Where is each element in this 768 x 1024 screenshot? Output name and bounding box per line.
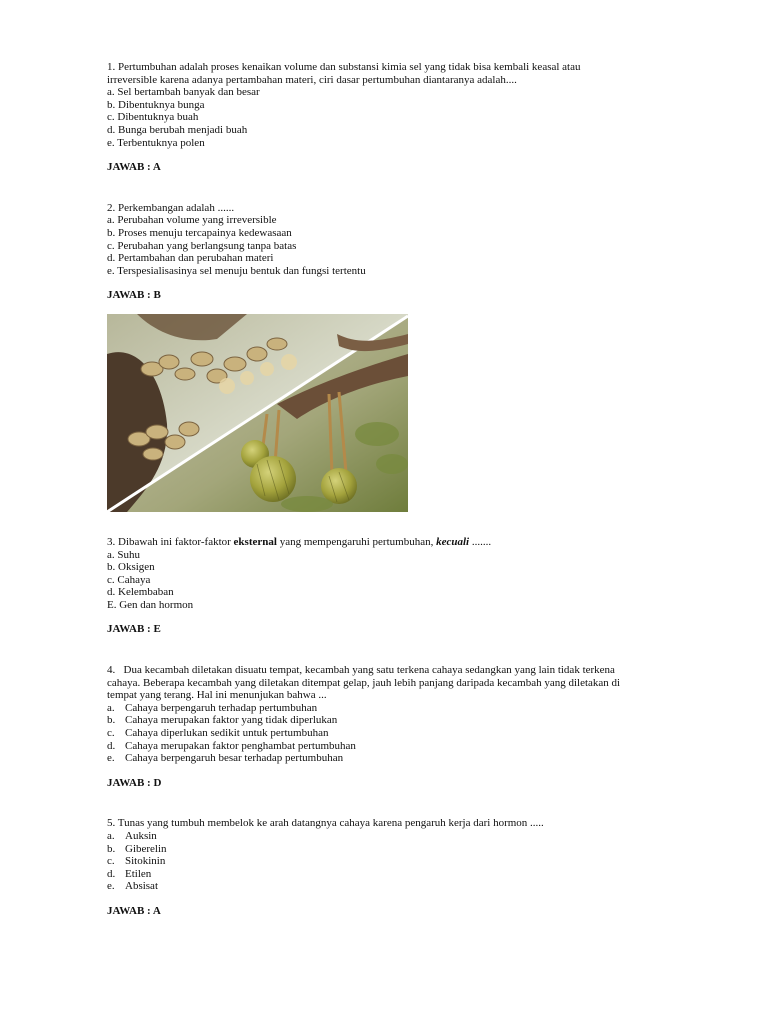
- question-1-answer: JAWAB : A: [107, 161, 161, 174]
- question-3-middle: yang mempengaruhi pertumbuhan,: [276, 535, 437, 548]
- question-1-option-d: d. Bunga berubah menjadi buah: [107, 123, 248, 136]
- question-2-option-e: e. Terspesialisasinya sel menuju bentuk dan fungsi tertentu: [107, 264, 366, 277]
- document-page: [107, 61, 707, 918]
- question-3: [107, 536, 707, 636]
- question-4: [107, 664, 707, 789]
- question-3-answer: JAWAB : E: [107, 623, 161, 636]
- question-4-line-1: 4. Dua kecambah diletakan disuatu tempat, kecambah yang satu terkena cahaya sedangkan yang lain tidak terkena: [107, 664, 615, 677]
- question-5-option-a: a. Auksin: [107, 830, 157, 842]
- question-1-option-c: c. Dibentuknya buah: [107, 111, 199, 124]
- durian-photo: [107, 314, 408, 512]
- question-1-option-a: a. Sel bertambah banyak dan besar: [107, 86, 260, 99]
- question-5: [107, 817, 707, 917]
- question-4-option-e: e. Cahaya berpengaruh besar terhadap pertumbuhan: [107, 752, 344, 765]
- question-4-option-c: c. Cahaya diperlukan sedikit untuk pertumbuhan: [107, 727, 329, 740]
- question-1-option-e: e. Terbentuknya polen: [107, 136, 205, 149]
- question-2-answer: JAWAB : B: [107, 289, 161, 302]
- question-5-line-1: 5. Tunas yang tumbuh membelok ke arah datangnya cahaya karena pengaruh kerja dari hormon .....: [107, 817, 544, 830]
- question-3-bold-keyword: eksternal: [233, 535, 277, 548]
- question-4-answer: JAWAB : D: [107, 776, 162, 789]
- question-2-option-c: c. Perubahan yang berlangsung tanpa batas: [107, 239, 297, 252]
- question-5-option-e: e. Absisat: [107, 880, 158, 893]
- question-1: [107, 61, 707, 174]
- question-3-option-c: c. Cahaya: [107, 573, 151, 586]
- question-4-option-a: a. Cahaya berpengaruh terhadap pertumbuhan: [107, 701, 318, 714]
- question-4-line-2: cahaya. Beberapa kecambah yang diletakan ditempat gelap, jauh lebih panjang daripada kecambah yang diletakan di: [107, 676, 621, 689]
- question-2-option-d: d. Pertambahan dan perubahan materi: [107, 252, 274, 265]
- question-3-option-d: d. Kelembaban: [107, 586, 174, 599]
- question-5-answer: JAWAB : A: [107, 904, 161, 917]
- question-1-line-1: 1. Pertumbuhan adalah proses kenaikan volume dan substansi kimia sel yang tidak bisa kembali keasal atau: [107, 61, 581, 73]
- question-3-prefix: 3. Dibawah ini faktor-faktor: [107, 535, 234, 548]
- question-3-italic-keyword: kecuali: [436, 535, 470, 548]
- question-2: [107, 202, 707, 302]
- question-3-option-b: b. Oksigen: [107, 561, 155, 574]
- question-2-option-b: b. Proses menuju tercapainya kedewasaan: [107, 226, 292, 239]
- question-5-option-d: d. Etilen: [107, 867, 152, 880]
- question-3-suffix: .......: [469, 535, 492, 548]
- question-4-line-3: tempat yang terang. Hal ini menunjukan bahwa ...: [107, 689, 327, 702]
- durian-flower-fruit-icon: [107, 314, 408, 512]
- question-4-option-d: d. Cahaya merupakan faktor penghambat pertumbuhan: [107, 739, 356, 752]
- question-4-option-b: b. Cahaya merupakan faktor yang tidak diperlukan: [107, 714, 338, 727]
- question-1-line-2: irreversible karena adanya pertambahan materi, ciri dasar pertumbuhan diantaranya adalah....: [107, 73, 517, 86]
- question-2-option-a: a. Perubahan volume yang irreversible: [107, 214, 277, 227]
- question-2-line-1: 2. Perkembangan adalah ......: [107, 201, 235, 214]
- question-5-option-b: b. Giberelin: [107, 842, 167, 855]
- question-3-line-1: [107, 536, 707, 549]
- question-1-option-b: b. Dibentuknya bunga: [107, 98, 205, 111]
- question-3-option-a: a. Suhu: [107, 548, 140, 561]
- question-3-option-e: E. Gen dan hormon: [107, 598, 194, 611]
- question-5-option-c: c. Sitokinin: [107, 855, 166, 868]
